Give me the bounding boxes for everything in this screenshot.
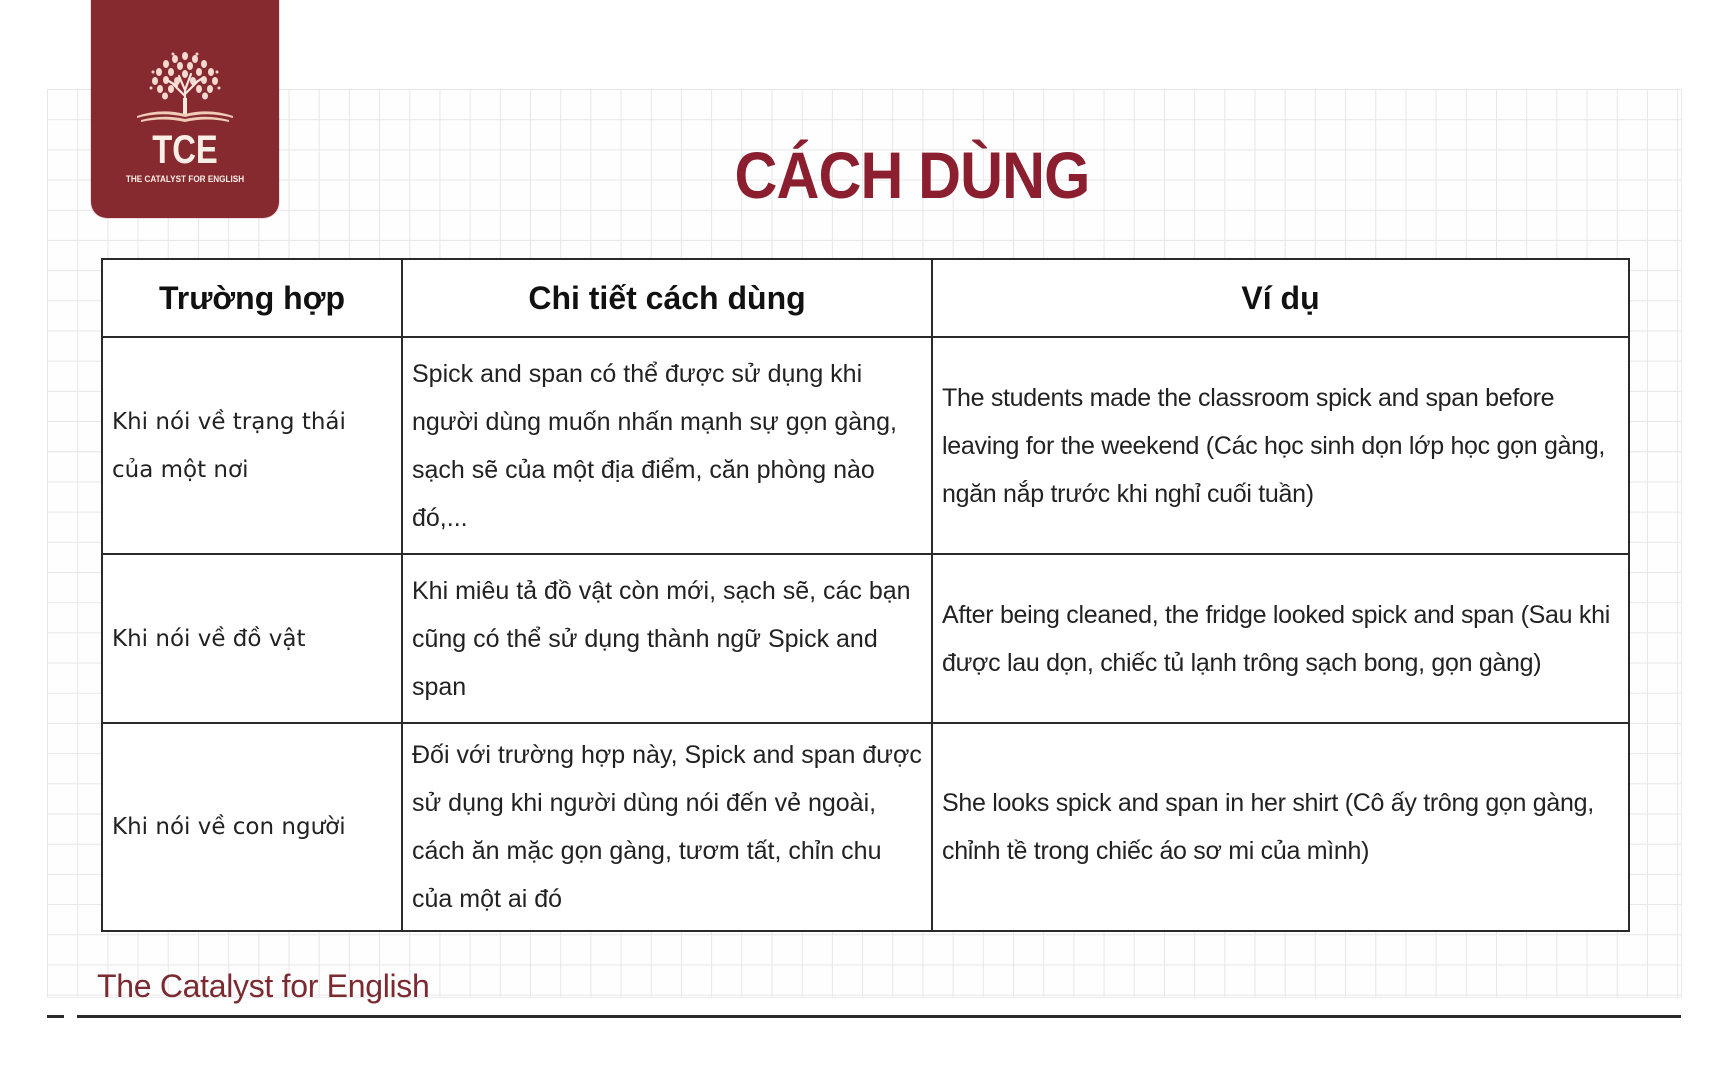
footer-rule: [77, 1015, 1681, 1018]
header-example: Ví dụ: [932, 259, 1629, 337]
footer-brand-text: The Catalyst for English: [97, 968, 430, 1004]
cell-case: Khi nói về con người: [102, 723, 402, 931]
tce-logo: [91, 0, 279, 218]
tree-on-open-book-icon: [133, 50, 237, 124]
cell-detail: Khi miêu tả đồ vật còn mới, sạch sẽ, các bạn cũng có thể sử dụng thành ngữ Spick and span: [402, 554, 932, 723]
cell-case: Khi nói về đồ vật: [102, 554, 402, 723]
table-row: [102, 554, 1629, 723]
cell-example: She looks spick and span in her shirt (Cô ấy trông gọn gàng, chỉnh tề trong chiếc áo sơ mi của mình): [932, 723, 1629, 931]
cell-example: After being cleaned, the fridge looked spick and span (Sau khi được lau dọn, chiếc tủ lạnh trông sạch bong, gọn gàng): [932, 554, 1629, 723]
table-row: [102, 723, 1629, 931]
table-row: [102, 337, 1629, 554]
cell-detail: Đối với trường hợp này, Spick and span được sử dụng khi người dùng nói đến vẻ ngoài, cách ăn mặc gọn gàng, tươm tất, chỉn chu của một ai đó: [402, 723, 932, 931]
logo-tagline: THE CATALYST FOR ENGLISH: [125, 174, 245, 185]
table-header-row: [102, 259, 1629, 337]
footer-rule-dash: [47, 1015, 64, 1018]
cell-detail: Spick and span có thể được sử dụng khi người dùng muốn nhấn mạnh sự gọn gàng, sạch sẽ của một địa điểm, căn phòng nào đó,...: [402, 337, 932, 554]
usage-table: [101, 258, 1630, 932]
logo-abbreviation: TCE: [152, 128, 218, 172]
cell-example: The students made the classroom spick and span before leaving for the weekend (Các học sinh dọn lớp học gọn gàng, ngăn nắp trước khi nghỉ cuối tuần): [932, 337, 1629, 554]
page-title: CÁCH DÙNG: [734, 138, 1090, 212]
header-case: Trường hợp: [102, 259, 402, 337]
header-detail: Chi tiết cách dùng: [402, 259, 932, 337]
cell-case: Khi nói về trạng thái của một nơi: [102, 337, 402, 554]
